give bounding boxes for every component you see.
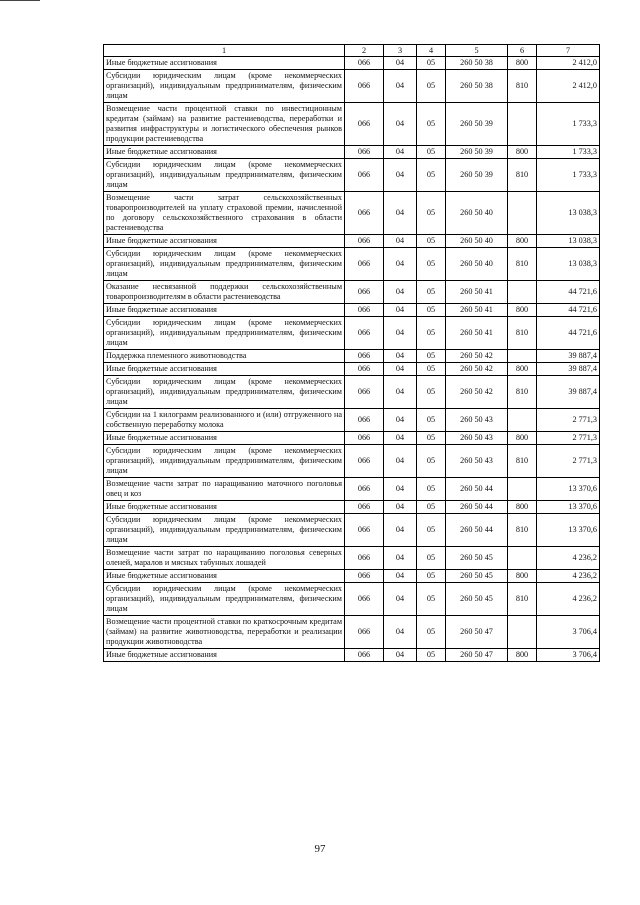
cell-subsection: 05 bbox=[417, 547, 446, 570]
cell-description: Возмещение части процентной ставки по краткосрочным кредитам (займам) на развитие животноводства, переработки и реализации продукции животноводства bbox=[104, 616, 345, 649]
cell-ministry-code: 066 bbox=[345, 363, 384, 376]
cell-section: 04 bbox=[384, 103, 417, 146]
cell-amount: 2 771,3 bbox=[537, 445, 600, 478]
column-header-7: 7 bbox=[537, 45, 600, 57]
cell-target-article: 260 50 43 bbox=[446, 409, 508, 432]
cell-subsection: 05 bbox=[417, 248, 446, 281]
cell-target-article: 260 50 45 bbox=[446, 547, 508, 570]
cell-amount: 4 236,2 bbox=[537, 583, 600, 616]
cell-target-article: 260 50 40 bbox=[446, 248, 508, 281]
cell-subsection: 05 bbox=[417, 616, 446, 649]
cell-ministry-code: 066 bbox=[345, 159, 384, 192]
cell-subsection: 05 bbox=[417, 159, 446, 192]
cell-amount: 2 412,0 bbox=[537, 57, 600, 70]
cell-expense-type: 810 bbox=[508, 583, 537, 616]
cell-description: Возмещение части процентной ставки по инвестиционным кредитам (займам) на развитие растениеводства, переработки и развития инфраструктуры и логистического обеспечения рынков продукции растениеводства bbox=[104, 103, 345, 146]
table-row bbox=[104, 445, 600, 478]
cell-ministry-code: 066 bbox=[345, 501, 384, 514]
cell-section: 04 bbox=[384, 501, 417, 514]
cell-ministry-code: 066 bbox=[345, 616, 384, 649]
cell-description: Возмещение части затрат сельскохозяйственных товаропроизводителей на уплату страховой премии, начисленной по договору сельскохозяйственного страхования в области растениеводства bbox=[104, 192, 345, 235]
table-row bbox=[104, 547, 600, 570]
cell-ministry-code: 066 bbox=[345, 70, 384, 103]
cell-subsection: 05 bbox=[417, 514, 446, 547]
cell-description: Иные бюджетные ассигнования bbox=[104, 570, 345, 583]
cell-amount: 39 887,4 bbox=[537, 376, 600, 409]
cell-target-article: 260 50 43 bbox=[446, 432, 508, 445]
table-row bbox=[104, 514, 600, 547]
cell-amount: 39 887,4 bbox=[537, 363, 600, 376]
cell-target-article: 260 50 44 bbox=[446, 501, 508, 514]
cell-expense-type: 810 bbox=[508, 376, 537, 409]
cell-amount: 1 733,3 bbox=[537, 103, 600, 146]
cell-amount: 4 236,2 bbox=[537, 570, 600, 583]
cell-subsection: 05 bbox=[417, 432, 446, 445]
cell-section: 04 bbox=[384, 363, 417, 376]
table-body bbox=[104, 57, 600, 662]
cell-section: 04 bbox=[384, 570, 417, 583]
cell-description: Субсидии юридическим лицам (кроме некоммерческих организаций), индивидуальным предпринимателям, физическим лицам bbox=[104, 248, 345, 281]
cell-ministry-code: 066 bbox=[345, 432, 384, 445]
cell-target-article: 260 50 41 bbox=[446, 317, 508, 350]
cell-amount: 13 038,3 bbox=[537, 248, 600, 281]
cell-target-article: 260 50 44 bbox=[446, 478, 508, 501]
cell-ministry-code: 066 bbox=[345, 304, 384, 317]
cell-section: 04 bbox=[384, 445, 417, 478]
cell-section: 04 bbox=[384, 350, 417, 363]
cell-section: 04 bbox=[384, 146, 417, 159]
table-row bbox=[104, 649, 600, 662]
cell-section: 04 bbox=[384, 547, 417, 570]
cell-subsection: 05 bbox=[417, 570, 446, 583]
cell-expense-type: 800 bbox=[508, 235, 537, 248]
cell-subsection: 05 bbox=[417, 281, 446, 304]
cell-expense-type: 800 bbox=[508, 363, 537, 376]
cell-ministry-code: 066 bbox=[345, 478, 384, 501]
cell-target-article: 260 50 39 bbox=[446, 159, 508, 192]
table-row bbox=[104, 583, 600, 616]
cell-subsection: 05 bbox=[417, 317, 446, 350]
table-row bbox=[104, 304, 600, 317]
cell-amount: 1 733,3 bbox=[537, 146, 600, 159]
cell-section: 04 bbox=[384, 432, 417, 445]
cell-section: 04 bbox=[384, 649, 417, 662]
cell-section: 04 bbox=[384, 616, 417, 649]
cell-description: Возмещение части затрат по наращиванию маточного поголовья овец и коз bbox=[104, 478, 345, 501]
cell-amount: 13 370,6 bbox=[537, 478, 600, 501]
cell-expense-type: 810 bbox=[508, 248, 537, 281]
cell-amount: 13 038,3 bbox=[537, 235, 600, 248]
cell-subsection: 05 bbox=[417, 478, 446, 501]
cell-ministry-code: 066 bbox=[345, 248, 384, 281]
cell-section: 04 bbox=[384, 70, 417, 103]
cell-ministry-code: 066 bbox=[345, 317, 384, 350]
cell-description: Иные бюджетные ассигнования bbox=[104, 432, 345, 445]
page-number: 97 bbox=[314, 843, 326, 855]
cell-expense-type: 800 bbox=[508, 146, 537, 159]
cell-target-article: 260 50 39 bbox=[446, 103, 508, 146]
cell-target-article: 260 50 44 bbox=[446, 514, 508, 547]
column-header-4: 4 bbox=[417, 45, 446, 57]
cell-description: Поддержка племенного животноводства bbox=[104, 350, 345, 363]
cell-amount: 44 721,6 bbox=[537, 281, 600, 304]
table-row bbox=[104, 350, 600, 363]
cell-subsection: 05 bbox=[417, 146, 446, 159]
cell-subsection: 05 bbox=[417, 192, 446, 235]
cell-ministry-code: 066 bbox=[345, 235, 384, 248]
table-row bbox=[104, 501, 600, 514]
cell-target-article: 260 50 45 bbox=[446, 583, 508, 616]
cell-ministry-code: 066 bbox=[345, 146, 384, 159]
cell-ministry-code: 066 bbox=[345, 57, 384, 70]
cell-expense-type bbox=[508, 281, 537, 304]
cell-description: Субсидии юридическим лицам (кроме некоммерческих организаций), индивидуальным предпринимателям, физическим лицам bbox=[104, 317, 345, 350]
cell-amount: 2 771,3 bbox=[537, 432, 600, 445]
table-row bbox=[104, 103, 600, 146]
cell-section: 04 bbox=[384, 192, 417, 235]
table-row bbox=[104, 478, 600, 501]
cell-target-article: 260 50 38 bbox=[446, 57, 508, 70]
cell-expense-type bbox=[508, 192, 537, 235]
cell-target-article: 260 50 42 bbox=[446, 350, 508, 363]
table-row bbox=[104, 376, 600, 409]
cell-subsection: 05 bbox=[417, 376, 446, 409]
cell-amount: 3 706,4 bbox=[537, 616, 600, 649]
cell-amount: 4 236,2 bbox=[537, 547, 600, 570]
cell-target-article: 260 50 41 bbox=[446, 281, 508, 304]
cell-target-article: 260 50 47 bbox=[446, 616, 508, 649]
cell-expense-type: 810 bbox=[508, 70, 537, 103]
cell-description: Оказание несвязанной поддержки сельскохозяйственным товаропроизводителям в области растениеводства bbox=[104, 281, 345, 304]
cell-expense-type bbox=[508, 350, 537, 363]
table-row bbox=[104, 570, 600, 583]
cell-target-article: 260 50 39 bbox=[446, 146, 508, 159]
cell-description: Иные бюджетные ассигнования bbox=[104, 304, 345, 317]
header-row bbox=[104, 45, 600, 57]
cell-amount: 2 412,0 bbox=[537, 70, 600, 103]
cell-amount: 2 771,3 bbox=[537, 409, 600, 432]
cell-description: Иные бюджетные ассигнования bbox=[104, 501, 345, 514]
cell-section: 04 bbox=[384, 57, 417, 70]
table-row bbox=[104, 235, 600, 248]
budget-table-container bbox=[103, 44, 599, 662]
cell-amount: 13 370,6 bbox=[537, 514, 600, 547]
cell-ministry-code: 066 bbox=[345, 649, 384, 662]
cell-ministry-code: 066 bbox=[345, 570, 384, 583]
column-header-1: 1 bbox=[104, 45, 345, 57]
table-row bbox=[104, 317, 600, 350]
cell-ministry-code: 066 bbox=[345, 514, 384, 547]
cell-ministry-code: 066 bbox=[345, 350, 384, 363]
cell-description: Иные бюджетные ассигнования bbox=[104, 363, 345, 376]
cell-ministry-code: 066 bbox=[345, 583, 384, 616]
cell-target-article: 260 50 40 bbox=[446, 235, 508, 248]
cell-subsection: 05 bbox=[417, 363, 446, 376]
cell-section: 04 bbox=[384, 376, 417, 409]
cell-expense-type: 810 bbox=[508, 159, 537, 192]
cell-expense-type bbox=[508, 547, 537, 570]
cell-description: Иные бюджетные ассигнования bbox=[104, 146, 345, 159]
column-header-5: 5 bbox=[446, 45, 508, 57]
column-header-3: 3 bbox=[384, 45, 417, 57]
cell-expense-type bbox=[508, 478, 537, 501]
cell-target-article: 260 50 40 bbox=[446, 192, 508, 235]
cell-description: Субсидии юридическим лицам (кроме некоммерческих организаций), индивидуальным предпринимателям, физическим лицам bbox=[104, 514, 345, 547]
cell-expense-type: 800 bbox=[508, 57, 537, 70]
cell-ministry-code: 066 bbox=[345, 547, 384, 570]
budget-table bbox=[103, 44, 600, 662]
cell-amount: 1 733,3 bbox=[537, 159, 600, 192]
column-header-6: 6 bbox=[508, 45, 537, 57]
table-row bbox=[104, 70, 600, 103]
cell-subsection: 05 bbox=[417, 649, 446, 662]
table-row bbox=[104, 616, 600, 649]
cell-expense-type: 800 bbox=[508, 501, 537, 514]
table-row bbox=[104, 192, 600, 235]
cell-description: Иные бюджетные ассигнования bbox=[104, 235, 345, 248]
cell-description: Субсидии юридическим лицам (кроме некоммерческих организаций), индивидуальным предпринимателям, физическим лицам bbox=[104, 159, 345, 192]
table-row bbox=[104, 159, 600, 192]
cell-description: Иные бюджетные ассигнования bbox=[104, 57, 345, 70]
cell-section: 04 bbox=[384, 235, 417, 248]
cell-subsection: 05 bbox=[417, 235, 446, 248]
scan-corner-mark bbox=[0, 0, 40, 7]
cell-section: 04 bbox=[384, 409, 417, 432]
cell-ministry-code: 066 bbox=[345, 192, 384, 235]
cell-subsection: 05 bbox=[417, 583, 446, 616]
table-row bbox=[104, 248, 600, 281]
cell-target-article: 260 50 42 bbox=[446, 376, 508, 409]
table-row bbox=[104, 432, 600, 445]
cell-target-article: 260 50 43 bbox=[446, 445, 508, 478]
cell-expense-type bbox=[508, 616, 537, 649]
cell-ministry-code: 066 bbox=[345, 376, 384, 409]
cell-subsection: 05 bbox=[417, 70, 446, 103]
cell-expense-type: 810 bbox=[508, 445, 537, 478]
cell-section: 04 bbox=[384, 159, 417, 192]
cell-ministry-code: 066 bbox=[345, 103, 384, 146]
cell-ministry-code: 066 bbox=[345, 445, 384, 478]
cell-section: 04 bbox=[384, 281, 417, 304]
cell-description: Субсидии юридическим лицам (кроме некоммерческих организаций), индивидуальным предпринимателям, физическим лицам bbox=[104, 70, 345, 103]
cell-expense-type: 810 bbox=[508, 317, 537, 350]
table-row bbox=[104, 57, 600, 70]
cell-subsection: 05 bbox=[417, 57, 446, 70]
cell-target-article: 260 50 41 bbox=[446, 304, 508, 317]
cell-expense-type: 800 bbox=[508, 649, 537, 662]
cell-description: Возмещение части затрат по наращиванию поголовья северных оленей, маралов и мясных табунных лошадей bbox=[104, 547, 345, 570]
cell-subsection: 05 bbox=[417, 409, 446, 432]
cell-target-article: 260 50 47 bbox=[446, 649, 508, 662]
cell-amount: 13 038,3 bbox=[537, 192, 600, 235]
cell-section: 04 bbox=[384, 248, 417, 281]
cell-expense-type bbox=[508, 409, 537, 432]
cell-subsection: 05 bbox=[417, 501, 446, 514]
cell-amount: 44 721,6 bbox=[537, 304, 600, 317]
cell-description: Иные бюджетные ассигнования bbox=[104, 649, 345, 662]
cell-description: Субсидии на 1 килограмм реализованного и (или) отгруженного на собственную переработку молока bbox=[104, 409, 345, 432]
cell-expense-type: 800 bbox=[508, 432, 537, 445]
table-row bbox=[104, 146, 600, 159]
cell-amount: 3 706,4 bbox=[537, 649, 600, 662]
cell-description: Субсидии юридическим лицам (кроме некоммерческих организаций), индивидуальным предпринимателям, физическим лицам bbox=[104, 445, 345, 478]
cell-section: 04 bbox=[384, 583, 417, 616]
cell-section: 04 bbox=[384, 478, 417, 501]
cell-subsection: 05 bbox=[417, 103, 446, 146]
cell-expense-type: 800 bbox=[508, 570, 537, 583]
cell-target-article: 260 50 45 bbox=[446, 570, 508, 583]
cell-expense-type: 800 bbox=[508, 304, 537, 317]
cell-ministry-code: 066 bbox=[345, 409, 384, 432]
cell-amount: 13 370,6 bbox=[537, 501, 600, 514]
column-header-2: 2 bbox=[345, 45, 384, 57]
cell-subsection: 05 bbox=[417, 350, 446, 363]
cell-amount: 39 887,4 bbox=[537, 350, 600, 363]
cell-section: 04 bbox=[384, 317, 417, 350]
table-row bbox=[104, 409, 600, 432]
cell-target-article: 260 50 42 bbox=[446, 363, 508, 376]
cell-subsection: 05 bbox=[417, 445, 446, 478]
cell-ministry-code: 066 bbox=[345, 281, 384, 304]
cell-expense-type: 810 bbox=[508, 514, 537, 547]
cell-description: Субсидии юридическим лицам (кроме некоммерческих организаций), индивидуальным предпринимателям, физическим лицам bbox=[104, 376, 345, 409]
cell-expense-type bbox=[508, 103, 537, 146]
table-row bbox=[104, 363, 600, 376]
cell-target-article: 260 50 38 bbox=[446, 70, 508, 103]
cell-section: 04 bbox=[384, 304, 417, 317]
cell-section: 04 bbox=[384, 514, 417, 547]
cell-amount: 44 721,6 bbox=[537, 317, 600, 350]
table-row bbox=[104, 281, 600, 304]
cell-description: Субсидии юридическим лицам (кроме некоммерческих организаций), индивидуальным предпринимателям, физическим лицам bbox=[104, 583, 345, 616]
cell-subsection: 05 bbox=[417, 304, 446, 317]
